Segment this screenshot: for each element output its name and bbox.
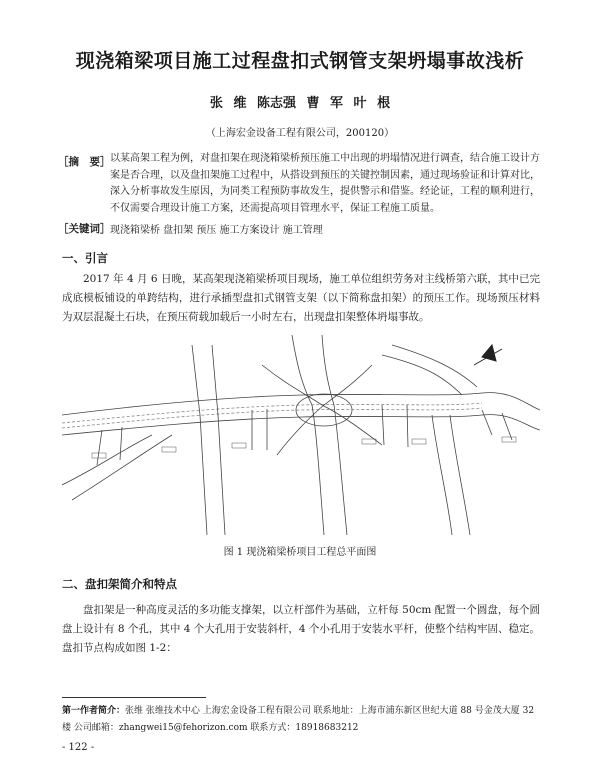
section-heading-overview: 二、盘扣架简介和特点 bbox=[62, 577, 177, 591]
author-list: 张 维 陈志强 曹 军 叶 根 bbox=[209, 96, 391, 111]
paper-title: 现浇箱梁项目施工过程盘扣式钢管支架坍塌事故浅析 bbox=[75, 50, 525, 72]
keywords-text: 现浇箱梁桥 盘扣架 预压 施工方案设计 施工管理 bbox=[110, 225, 323, 236]
abstract-text: 以某高架工程为例，对盘扣架在现浇箱梁桥预压施工中出现的坍塌情况进行调查，结合施工设计方案是否合理，以及盘扣架施工过程中，从搭设到预压的关键控制因素，通过现场验证和计算对比，深入分析事故发生原因，为同类工程预防事故发生，提供警示和借鉴。经论证，工程的顺利进行，不仅需要合理设计施工方案，还需提高项目管理水平，保证工程施工质量。 bbox=[110, 153, 540, 214]
figure-caption: 图 1 现浇箱梁桥项目工程总平面图 bbox=[223, 547, 377, 558]
footnote-divider bbox=[62, 697, 206, 698]
site-plan-figure bbox=[62, 335, 540, 535]
site-plan-drawing bbox=[62, 335, 540, 535]
abstract-label: ［摘 要］ bbox=[58, 156, 111, 168]
introduction-paragraph: 2017 年 4 月 6 日晚，某高架现浇箱梁桥项目现场，施工单位组织劳务对主线桥第六联，其中已完成底模板铺设的单跨结构，进行承插型盘扣式钢管支架（以下简称盘扣架）的预压工作。现场预压材料为双层混凝土石块，在预压荷载加载后一小时左右，出现盘扣架整体坍塌事故。 bbox=[62, 273, 540, 323]
page-number: - 122 - bbox=[62, 742, 95, 753]
footnote-label: 第一作者简介： bbox=[62, 706, 126, 716]
section-heading-introduction: 一、引言 bbox=[62, 251, 108, 265]
overview-paragraph: 盘扣架是一种高度灵活的多功能支撑架，以立杆部件为基础，立杆每 50cm 配置一个圆盘，每个圆盘上设计有 8 个孔，其中 4 个大孔用于安装斜杆，4 个小孔用于安装水平杆，使整个结构牢固、稳定。盘扣节点构成如图 1-2： bbox=[62, 604, 540, 654]
footnote-text: 张维 张维技术中心 上海宏金设备工程有限公司 联系地址：上海市浦东新区世纪大道 88 号金茂大厦 32 楼 公司邮箱：zhangwei15@fehorizon.com 联系方式：18918683212 bbox=[62, 706, 535, 733]
keywords-label: ［关键词］ bbox=[58, 223, 111, 235]
affiliation: （上海宏金设备工程有限公司，200120） bbox=[205, 128, 395, 139]
author-footnote bbox=[62, 703, 540, 737]
